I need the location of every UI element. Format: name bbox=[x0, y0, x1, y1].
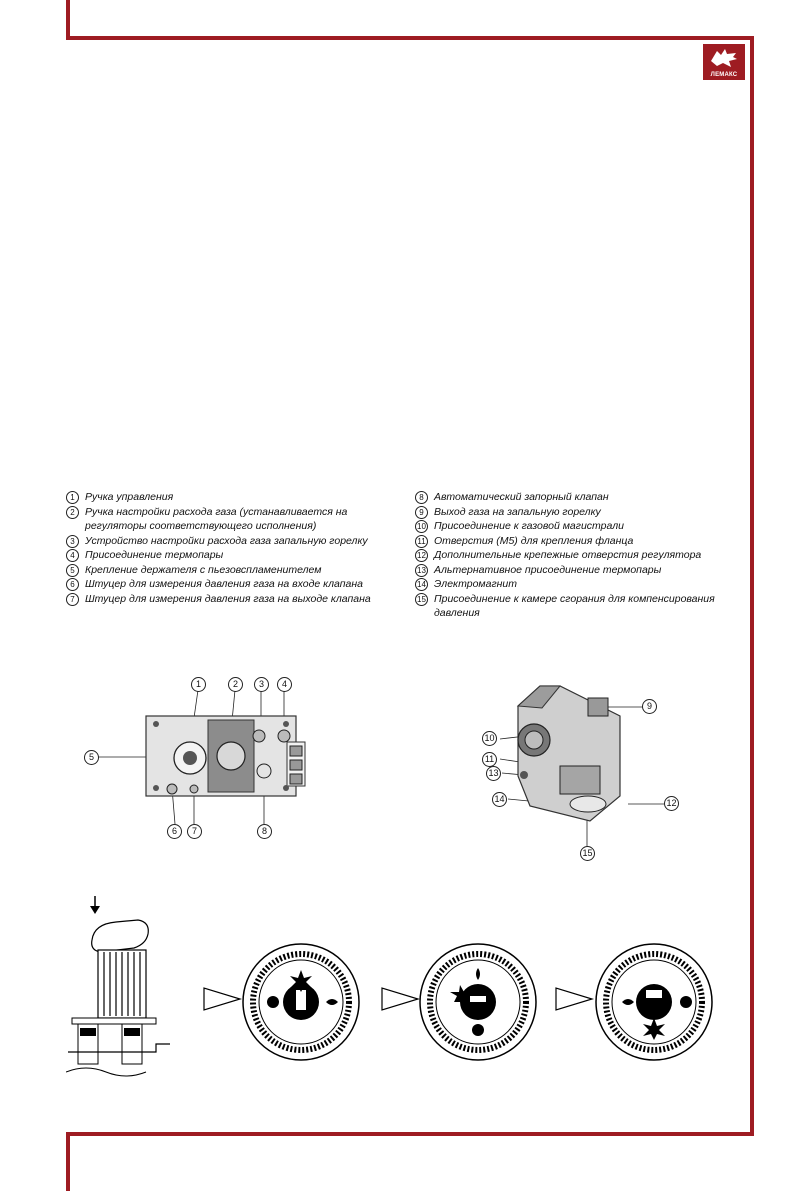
legend-item bbox=[66, 592, 386, 607]
legend-number: 8 bbox=[415, 491, 428, 504]
legend-number: 9 bbox=[415, 506, 428, 519]
legend-text: Альтернативное присоединение термопары bbox=[434, 563, 662, 576]
callout-3: 3 bbox=[254, 677, 269, 692]
valve-side-view bbox=[460, 676, 700, 866]
legend-text: Присоединение к газовой магистрали bbox=[434, 520, 624, 532]
legend-number: 3 bbox=[66, 535, 79, 548]
legend-number: 15 bbox=[415, 593, 428, 606]
legend-text: Дополнительные крепежные отверстия регулятора bbox=[434, 549, 702, 561]
callout-15: 15 bbox=[580, 846, 595, 861]
callout-12: 12 bbox=[664, 796, 679, 811]
callout-1: 1 bbox=[191, 677, 206, 692]
legend-number: 7 bbox=[66, 593, 79, 606]
legend-text: Отверстия (М5) для крепления фланца bbox=[434, 534, 634, 547]
legend-item bbox=[66, 577, 386, 592]
frame-right-line bbox=[750, 36, 754, 1136]
legend-item bbox=[415, 490, 735, 505]
legend-text: Присоединение к камере сгорания для компенсирования давления bbox=[434, 592, 715, 619]
callout-13: 13 bbox=[486, 766, 501, 781]
legend-item bbox=[415, 519, 735, 534]
press-arrow-icon bbox=[90, 896, 100, 914]
legend-number: 6 bbox=[66, 578, 79, 591]
step-arrow-icon bbox=[556, 988, 592, 1010]
ignition-sequence bbox=[66, 892, 726, 1082]
legend-left bbox=[66, 490, 386, 606]
callout-8: 8 bbox=[257, 824, 272, 839]
dial-on-icon bbox=[596, 944, 712, 1060]
frame-top-vertical bbox=[66, 0, 70, 40]
legend-text: Выход газа на запальную горелку bbox=[434, 505, 601, 518]
frame-bottom-line bbox=[66, 1132, 754, 1136]
finger-icon bbox=[92, 920, 149, 952]
frame-bottom-vertical bbox=[66, 1132, 70, 1191]
ignition-sequence-drawing bbox=[66, 892, 726, 1082]
legend-number: 4 bbox=[66, 549, 79, 562]
legend-item bbox=[66, 548, 386, 563]
valve-front-drawing bbox=[80, 676, 310, 846]
brand-logo bbox=[703, 44, 745, 80]
legend-number: 1 bbox=[66, 491, 79, 504]
legend-number: 2 bbox=[66, 506, 79, 519]
legend-text: Штуцер для измерения давления газа на выходе клапана bbox=[85, 592, 371, 605]
legend-item bbox=[415, 534, 735, 549]
callout-2: 2 bbox=[228, 677, 243, 692]
legend-number: 5 bbox=[66, 564, 79, 577]
legend-text: Устройство настройки расхода газа запальную горелку bbox=[85, 534, 368, 547]
legend-right bbox=[415, 490, 735, 621]
legend-text: Крепление держателя с пьезовспламенителем bbox=[85, 563, 322, 576]
frame-top-line bbox=[66, 36, 754, 40]
step-arrow-icon bbox=[204, 988, 240, 1010]
legend-item bbox=[415, 592, 735, 621]
legend-item bbox=[66, 563, 386, 578]
legend-text: Электромагнит bbox=[434, 578, 518, 590]
valve-front-view bbox=[80, 676, 310, 846]
legend-item bbox=[66, 534, 386, 549]
legend-item bbox=[66, 490, 386, 505]
legend-text: Присоединение термопары bbox=[85, 549, 224, 561]
legend-item bbox=[66, 505, 386, 534]
legend-number: 14 bbox=[415, 578, 428, 591]
dial-off-icon bbox=[243, 944, 359, 1060]
logo-text: ЛЕМАКС bbox=[710, 72, 738, 78]
callout-14: 14 bbox=[492, 792, 507, 807]
legend-number: 12 bbox=[415, 549, 428, 562]
legend-text: Ручка управления bbox=[85, 491, 174, 503]
legend-text: Ручка настройки расхода газа (устанавливается на регуляторы соответствующего исполнения) bbox=[85, 505, 348, 532]
legend-text: Штуцер для измерения давления газа на входе клапана bbox=[85, 578, 363, 590]
callout-5: 5 bbox=[84, 750, 99, 765]
dial-pilot-icon bbox=[420, 944, 536, 1060]
legend-number: 11 bbox=[415, 535, 428, 548]
legend-text: Автоматический запорный клапан bbox=[434, 491, 609, 503]
legend-number: 10 bbox=[415, 520, 428, 533]
legend-item bbox=[415, 563, 735, 578]
step-arrow-icon bbox=[382, 988, 418, 1010]
callout-6: 6 bbox=[167, 824, 182, 839]
legend-item bbox=[415, 577, 735, 592]
callout-4: 4 bbox=[277, 677, 292, 692]
legend-item bbox=[415, 548, 735, 563]
legend-item bbox=[415, 505, 735, 520]
callout-11: 11 bbox=[482, 752, 497, 767]
wolf-head-icon bbox=[709, 47, 739, 69]
callout-10: 10 bbox=[482, 731, 497, 746]
callout-9: 9 bbox=[642, 699, 657, 714]
callout-7: 7 bbox=[187, 824, 202, 839]
legend-number: 13 bbox=[415, 564, 428, 577]
